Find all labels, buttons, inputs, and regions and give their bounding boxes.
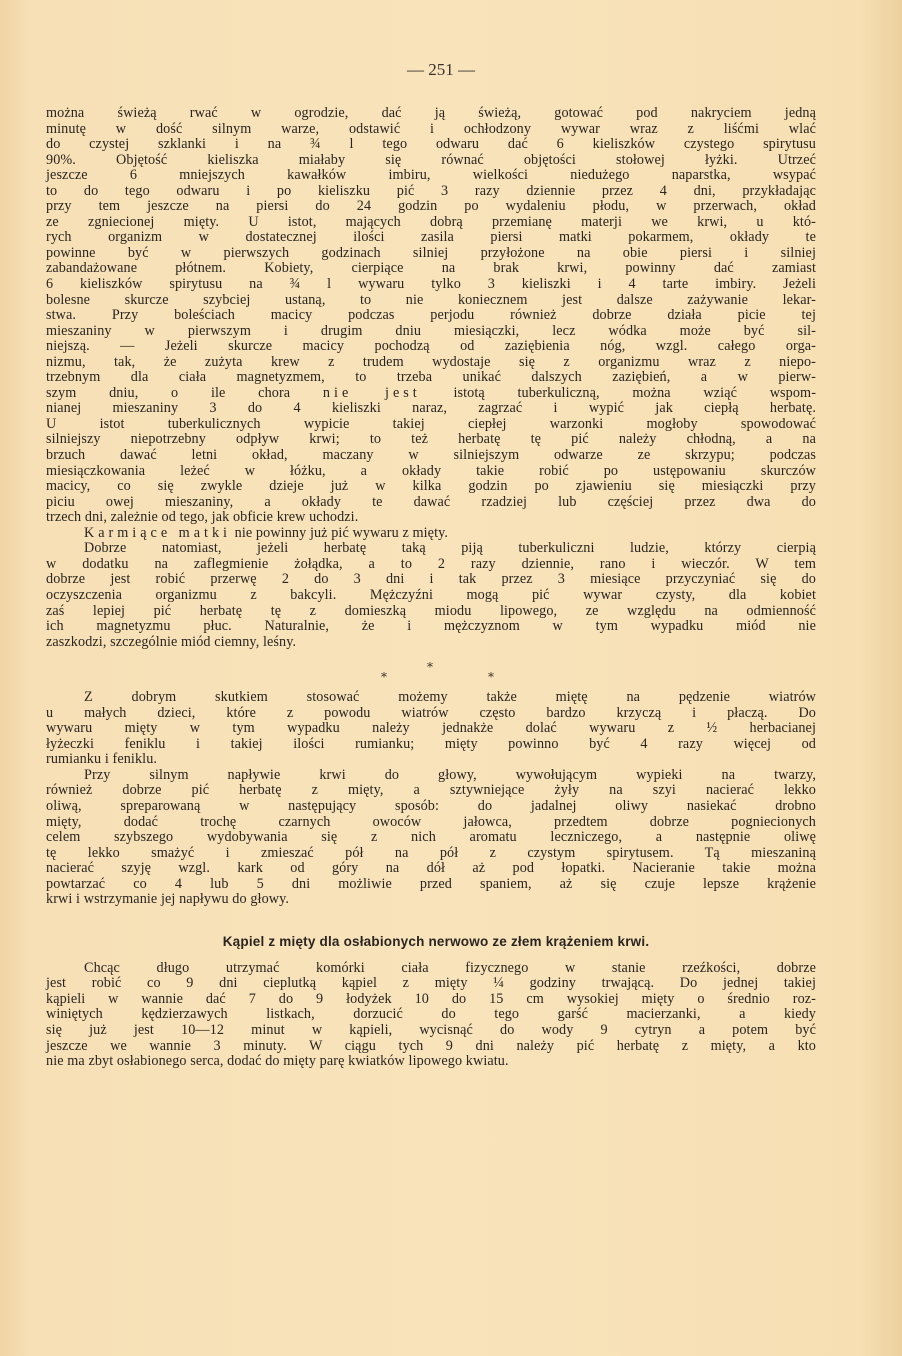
text-line: rumianku i feniklu. <box>46 751 158 768</box>
text-line: oczyszczenia organizmu z bakcyli. Mężczyźni mogą pić wywar czysty, dla kobiet <box>46 586 816 603</box>
text-line: łyżeczki feniklu i takiej ilości rumianku; mięty powinno być 4 razy więcej od <box>46 735 816 752</box>
text-line: jest robić co 9 dni cieplutką kąpiel z mięty ¼ godziny trwającą. Do jednej takiej <box>46 975 816 992</box>
text-line: się już jest 10—12 minut w kąpieli, wycisnąć do wody 9 cytryn a potem być <box>46 1021 816 1038</box>
text-line: oliwą, spreparowaną w następujący sposób: do jadalnej oliwy nasiekać drobno <box>46 797 816 814</box>
text-line: stwa. Przy boleściach macicy podczas perjodu również dobrze działa picie tej <box>46 307 816 324</box>
paragraph-4 <box>46 768 816 892</box>
text-line: zaszkodzi, szczególnie miód ciemny, leśny. <box>46 633 297 650</box>
text-line: również dobrze pić herbatę z mięty, a sztywniejące żyły na szyi nacierać lekko <box>46 782 816 799</box>
emphasized-word: jest <box>385 384 421 401</box>
text-line <box>46 386 816 402</box>
text-line: jeszcze we wannie 3 minuty. W ciągu tych 9 dni należy pić herbatę z mięty, a kto <box>46 1037 816 1054</box>
text-line: piciu owej mieszaniny, a okłady te dawać rzadziej lub częściej przez dwa do <box>46 493 816 510</box>
text-line: trzebnym dla ciała magnetyzmem, to trzeba unikać dalszych zaziębień, a w pierw- <box>46 369 816 386</box>
text-line: mięty, dodać trochę czarnych owoców jałowca, przedtem dobrze pogniecionych <box>46 813 816 830</box>
text-line: brzuch dawać letni okład, maczany w silniejszym odwarze ze skrzypu; podczas <box>46 447 816 464</box>
star-icon: * <box>488 670 494 685</box>
text-line: nizmu, tak, że zużyta krew z trudem wydostaje się z organizmu wraz z niepo- <box>46 353 816 370</box>
text-line: celem szybszego wydobywania się z nich aromatu leczniczego, a następnie oliwę <box>46 829 816 846</box>
text-line: wywaru mięty w tym wypadku należy jednakże dolać wywaru z ½ herbacianej <box>46 720 816 737</box>
text-line: macicy, co się zwykle dzieje już w kilka godzin po zjawieniu się miesiączki przy <box>46 478 816 495</box>
text-fragment: nie powinny już pić wywaru z mięty. <box>234 524 449 541</box>
text-line: przy tem jeszcze na piersi do 24 godzin po wydaleniu płodu, w przerwach, okład <box>46 198 816 215</box>
text-line: dobrze jest robić przerwę 2 do 3 dni i tak przez 3 miesiące przyczyniać się do <box>46 571 816 588</box>
text-line: kąpieli w wannie dać 7 do 9 łodyżek 10 do 15 cm wysokiej mięty o średnio roz- <box>46 990 816 1007</box>
text-line: Dobrze natomiast, jeżeli herbatę taką piją tuberkuliczni ludzie, którzy cierpią <box>84 540 816 557</box>
text-line: powinne być w pierwszych godzinach silniej przyłożone na obie piersi i silniej <box>46 244 816 261</box>
text-line: tę lekko smażyć i zmieszać pół na pół z czystym spirytusem. Tą mieszaniną <box>46 844 816 861</box>
text-line: to do tego odwaru i po kieliszku pić 3 razy dziennie przez 4 dni, przykładając <box>46 182 816 199</box>
text-fragment: istotą tuberkuliczną, można wziąć wspom- <box>453 384 817 401</box>
text-line: nacierać szyję wzgl. kark od góry na dół aż pod łopatki. Nacieranie takie można <box>46 860 816 877</box>
star-icon: * <box>381 670 387 685</box>
emphasized-phrase: Karmiące matki <box>84 524 231 541</box>
text-line: jeszcze 6 mniejszych kawałków imbiru, wielkości niedużego naparstka, wsypać <box>46 167 816 184</box>
text-line: rych organizm w dostatecznej ilości zasila piersi matki pokarmem, okłady te <box>46 229 816 246</box>
text-line: można świeżą rwać w ogrodzie, dać ją świeżą, gotować pod nakryciem jedną <box>46 105 816 121</box>
text-line: zabandażowane płótnem. Kobiety, cierpiące na brak krwi, powinny dać zamiast <box>46 260 816 277</box>
text-column <box>46 106 816 1070</box>
text-line: zaś lepiej pić herbatę tę z domieszką miodu lipowego, ze względu na odmienność <box>46 602 816 619</box>
text-line: w dodatku na zaflegmienie żołądka, a to 2 razy dziennie, rano i wieczór. W tem <box>46 555 816 572</box>
text-line: nie ma zbyt osłabionego serca, dodać do mięty parę kwiatków lipowego kwiatu. <box>46 1053 509 1070</box>
text-line: U istot tuberkulicznych wypicie takiej ciepłej warzonki mogłoby spowodować <box>46 415 816 432</box>
paragraph-3 <box>46 690 816 752</box>
text-line: trzech dni, zależnie od tego, jak obficie krew uchodzi. <box>46 509 359 526</box>
text-line: Przy silnym napływie krwi do głowy, wywołującym wypieki na twarzy, <box>84 766 816 783</box>
text-line: powtarzać co 4 lub 5 dni możliwie przed spaniem, aż się czuje lepsze krążenie <box>46 875 816 892</box>
star-icon: * <box>427 660 433 675</box>
text-line: winiętych kędzierzawych listkach, dorzucić do tego garść macierzanki, a kiedy <box>46 1006 816 1023</box>
text-line: silniejszy niepotrzebny odpływ krwi; to też herbatę tę pić należy chłodną, a na <box>46 431 816 448</box>
paragraph-1 <box>46 106 816 386</box>
text-line: Z dobrym skutkiem stosować możemy także miętę na pędzenie wiatrów <box>84 689 816 706</box>
text-line: do czystej szklanki i na ¾ l tego odwaru dać 6 kieliszków czystego spirytusu <box>46 136 816 153</box>
text-line: Chcąc długo utrzymać komórki ciała fizycznego w stanie rzeźkości, dobrze <box>84 959 816 976</box>
text-line: ich magnetyzmu płuc. Naturalnie, że i mężczyznom w tym wypadku miód nie <box>46 618 816 635</box>
paragraph-1-continued <box>46 401 816 510</box>
text-line: krwi i wstrzymanie jej napływu do głowy. <box>46 891 290 908</box>
text-line: minutę w dość silnym warze, odstawić i ochłodzony wywar wraz z liśćmi wlać <box>46 120 816 137</box>
text-line: nianej mieszaniny 3 do 4 kieliszki naraz, zagrzać i wypić jak ciepłą herbatę. <box>46 400 816 417</box>
text-line: 6 kieliszków spirytusu na ¾ l wywaru tylko 3 kieliszki i 4 tarte imbiry. Jeżeli <box>46 276 816 293</box>
text-line: mieszaniny w pierwszym i drugim dniu miesiączki, lecz wódka może być sil- <box>46 322 816 339</box>
emphasized-word: nie <box>322 384 353 401</box>
text-fragment: szym dniu, o ile chora <box>46 384 291 401</box>
text-line: bolesne skurcze szybciej ustaną, to nie koniecznem jest dalsze zażywanie lekar- <box>46 291 816 308</box>
text-line: miesiączkowania leżeć w łóżku, a okłady takie robić po ustępowaniu skurczów <box>46 462 816 479</box>
nursing-mothers-line <box>46 526 816 542</box>
paragraph-2 <box>46 541 816 634</box>
section-separator <box>46 656 816 690</box>
text-line: ze zgniecionej mięty. U istot, mających dobrą przemianę materji we krwi, u któ- <box>46 213 816 230</box>
text-line: niejszą. — Jeżeli skurcze macicy pochodzą od zaziębienia nóg, wzgl. całego orga- <box>46 338 816 355</box>
section-heading: Kąpiel z mięty dla osłabionych nerwowo ze złem krążeniem krwi. <box>222 933 650 949</box>
text-line: 90%. Objętość kieliszka miałaby się równać objętości stołowej łyżki. Utrzeć <box>46 151 816 168</box>
text-line: u małych dzieci, które z powodu wiatrów często bardzo krzyczą i płaczą. Do <box>46 704 816 721</box>
page-number: — 251 — <box>407 60 475 79</box>
paragraph-5 <box>46 961 816 1054</box>
